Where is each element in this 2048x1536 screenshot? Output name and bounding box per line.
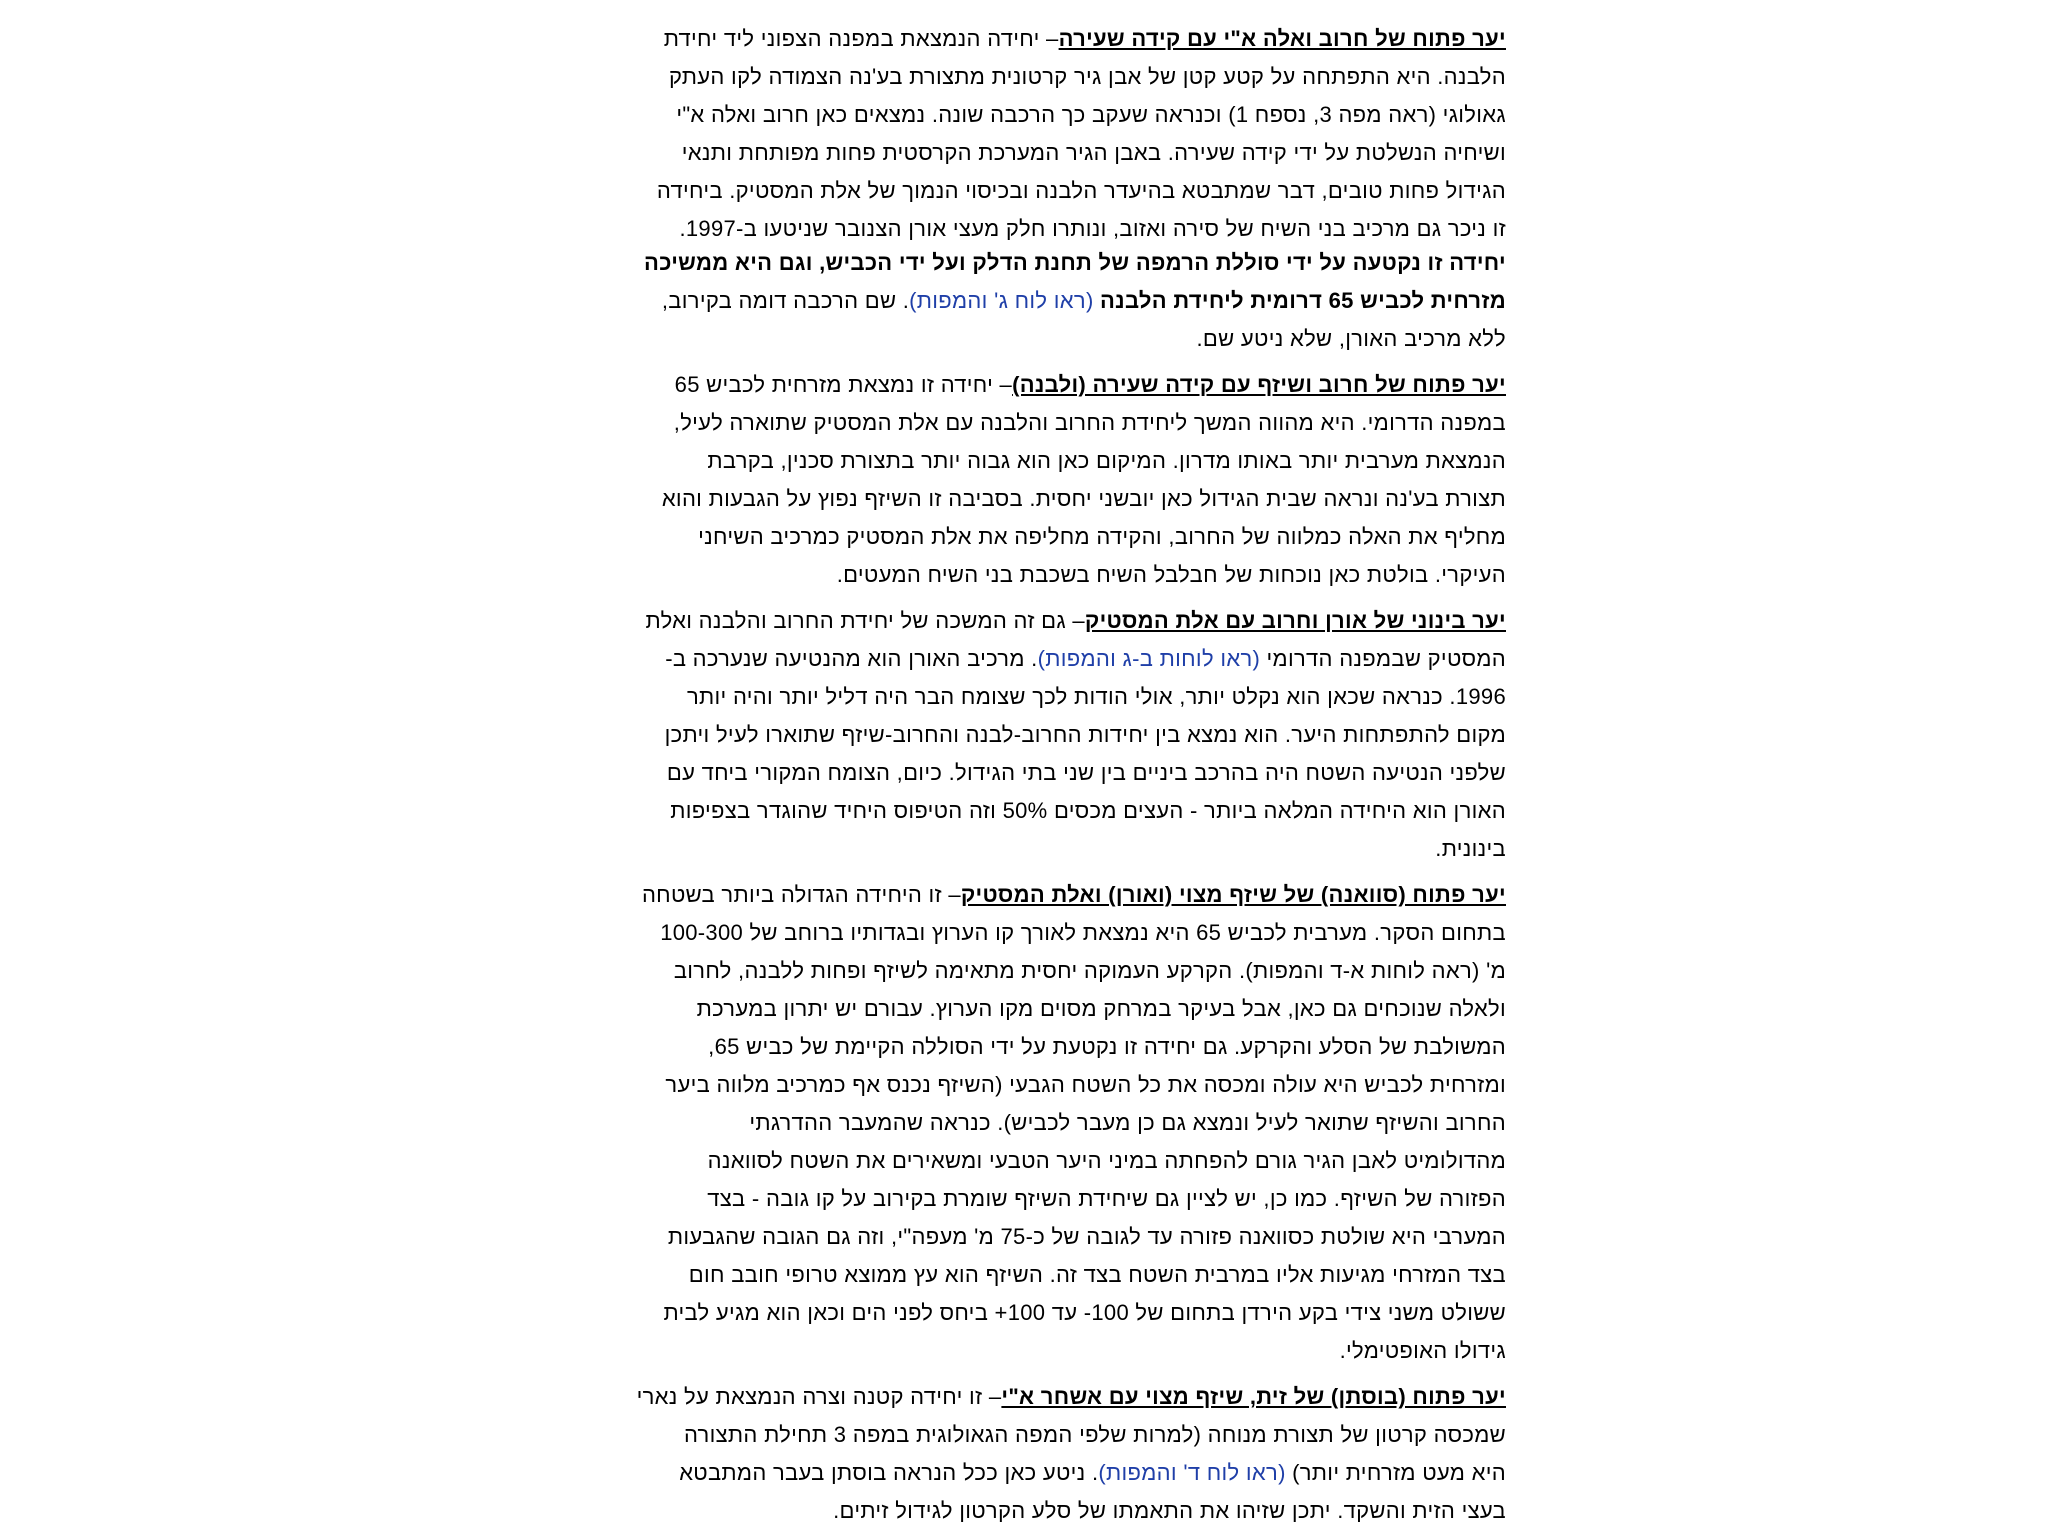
paragraph-line: הלבנה. היא התפתחה על קטע קטן של אבן גיר קרטונית מתצורת בע'נה הצמודה לקו העתק (668, 64, 1506, 89)
paragraph-line: העיקרי. בולטת כאן נוכחות של חבלבל השיח בשכבת בני השיח המעטים. (836, 562, 1506, 587)
map-reference-link[interactable]: (ראו לוחות ב-ג והמפות) (1037, 646, 1261, 671)
paragraph-line: מ' (ראה לוחות א-ד והמפות). הקרקע העמוקה יחסית מתאימה לשיזף ופחות ללבנה, לחרוב (673, 958, 1506, 983)
section-heading: יער בינוני של אורן וחרוב עם אלת המסטיק (1084, 608, 1506, 633)
paragraph-line: שמכסה קרטון של תצורת מנוחה (למרות שלפי המפה הגאולוגית במפה 3 תחילת התצורה (683, 1422, 1506, 1447)
paragraph-line: שלפני הנטיעה השטח היה בהרכב ביניים בין שני בתי הגידול. כיום, הצומח המקורי ביחד עם (666, 760, 1506, 785)
paragraph-line: בצד המזרחי מגיעות אליו במרבית השטח בצד זה. השיזף הוא עץ ממוצא טרופי חובב חום (688, 1262, 1506, 1287)
paragraph-line: מזרחית לכביש 65 דרומית ליחידת הלבנה (ראו לוח ג' והמפות). שם הרכבה דומה בקירוב, (661, 288, 1506, 313)
paragraph-line: הנמצאת מערבית יותר באותו מדרון. המיקום כאן הוא גבוה יותר בתצורת סכנין, בקרבת (707, 448, 1506, 473)
paragraph-line: בינונית. (1435, 836, 1506, 861)
paragraph-line: במפנה הדרומי. היא מהווה המשך ליחידת החרוב והלבנה עם אלת המסטיק שתוארה לעיל, (673, 410, 1506, 435)
section-heading: יער פתוח (סוואנה) של שיזף מצוי (ואורן) ואלת המסטיק (960, 882, 1506, 907)
paragraph-line: המשולבת של הסלע והקרקע. גם יחידה זו נקטעת על ידי הסוללה הקיימת של כביש 65, (708, 1034, 1506, 1059)
paragraph-line: היא מעט מזרחית יותר) (ראו לוח ד' והמפות). ניטע כאן ככל הנראה בוסתן בעבר המתבטא (679, 1460, 1506, 1485)
section-heading: יער פתוח של חרוב ואלה א"י עם קידה שעירה (1058, 26, 1506, 51)
paragraph-line: יער פתוח של חרוב ואלה א"י עם קידה שעירה– יחידה הנמצאת במפנה הצפוני ליד יחידת (663, 26, 1506, 51)
map-reference-link[interactable]: (ראו לוח ג' והמפות) (909, 288, 1094, 313)
section-heading: יער פתוח של חרוב ושיזף עם קידה שעירה (ולבנה) (1012, 372, 1506, 397)
paragraph-line: מקום להתפתחות היער. הוא נמצא בין יחידות החרוב-לבנה והחרוב-שיזף שתוארו לעיל ויתכן (664, 722, 1506, 747)
paragraph-line: האורן הוא היחידה המלאה ביותר - העצים מכסים 50% וזה הטיפוס היחיד שהוגדר בצפיפות (670, 798, 1506, 823)
paragraph-line: החרוב והשיזף שתואר לעיל ונמצא גם כן מעבר לכביש). כנראה שהמעבר ההדרגתי (749, 1110, 1506, 1135)
paragraph-line: מחליף את האלה כמלווה של החרוב, והקידה מחליפה את אלת המסטיק כמרכיב השיחני (698, 524, 1506, 549)
paragraph-line: ששולט משני צידי בקע הירדן בתחום של 100- עד 100+ ביחס לפני הים וכאן הוא מגיע לבית (663, 1300, 1506, 1325)
map-reference-link[interactable]: (ראו לוח ד' והמפות) (1098, 1460, 1286, 1485)
paragraph-line: בתחום הסקר. מערבית לכביש 65 היא נמצאת לאורך קו הערוץ ובגדותיו ברוחב של 100-300 (660, 920, 1506, 945)
paragraph-line: יער בינוני של אורן וחרוב עם אלת המסטיק– גם זה המשכה של יחידת החרוב והלבנה ואלת (645, 608, 1506, 633)
paragraph-line: יער פתוח (בוסתן) של זית, שיזף מצוי עם אשחר א"י– זו יחידה קטנה וצרה הנמצאת על נארי (636, 1384, 1506, 1409)
paragraph-line: ושיחיה הנשלטת על ידי קידה שעירה. באבן הגיר המערכת הקרסטית פחות מפותחת ותנאי (681, 140, 1506, 165)
paragraph-line: זו ניכר גם מרכיב בני השיח של סירה ואזוב, ונותרו חלק מעצי אורן הצנובר שניטעו ב-1997. (679, 216, 1506, 241)
paragraph-line: בעצי הזית והשקד. יתכן שזיהו את התאמתו של סלע הקרטון לגידול זיתים. (833, 1498, 1506, 1523)
paragraph-line: 1996. כנראה שכאן הוא נקלט יותר, אולי הודות לכך שצומח הבר היה דליל יותר והיה יותר (686, 684, 1506, 709)
paragraph-line: ולאלה שנוכחים גם כאן, אבל בעיקר במרחק מסוים מקו הערוץ. עבורם יש יתרון במערכת (696, 996, 1506, 1021)
paragraph-line: גאולוגי (ראה מפה 3, נספח 1) וכנראה שעקב כך הרכבה שונה. נמצאים כאן חרוב ואלה א"י (676, 102, 1506, 127)
paragraph-line: יער פתוח של חרוב ושיזף עם קידה שעירה (ולבנה)– יחידה זו נמצאת מזרחית לכביש 65 (674, 372, 1506, 397)
paragraph-line: תצורת בע'נה ונראה שבית הגידול כאן יובשני יחסית. בסביבה זו השיזף נפוץ על הגבעות והוא (661, 486, 1506, 511)
paragraph-line: הפזורה של השיזף. כמו כן, יש לציין גם שיחידת השיזף שומרת בקירוב על קו גובה - בצד (707, 1186, 1506, 1211)
paragraph-line: יער פתוח (סוואנה) של שיזף מצוי (ואורן) ואלת המסטיק– זו היחידה הגדולה ביותר בשטחה (641, 882, 1506, 907)
paragraph-line: ומזרחית לכביש היא עולה ומכסה את כל השטח הגבעי (השיזף נכנס אף כמרכיב מלווה ביער (665, 1072, 1506, 1097)
bold-line: יחידה זו נקטעה על ידי סוללת הרמפה של תחנת הדלק ועל ידי הכביש, וגם היא ממשיכה (644, 250, 1506, 275)
paragraph-line: ללא מרכיב האורן, שלא ניטע שם. (1196, 326, 1506, 351)
paragraph-line: המערבי היא שולטת כסוואנה פזורה עד לגובה של כ-75 מ' מעפה"י, וזה גם הגובה שהגבעות (667, 1224, 1506, 1249)
paragraph-line: מהדולומיט לאבן הגיר גורם להפחתה במיני היער הטבעי ומשאירים את השטח לסוואנה (707, 1148, 1506, 1173)
section-heading: יער פתוח (בוסתן) של זית, שיזף מצוי עם אשחר א"י (1001, 1384, 1506, 1409)
paragraph-line: הגידול פחות טובים, דבר שמתבטא בהיעדר הלבנה ובכיסוי הנמוך של אלת המסטיק. ביחידה (656, 178, 1506, 203)
paragraph-line: המסטיק שבמפנה הדרומי (ראו לוחות ב-ג והמפות). מרכיב האורן הוא מהנטיעה שנערכה ב- (665, 646, 1506, 671)
paragraph-line: גידולו האופטימלי. (1339, 1338, 1506, 1363)
